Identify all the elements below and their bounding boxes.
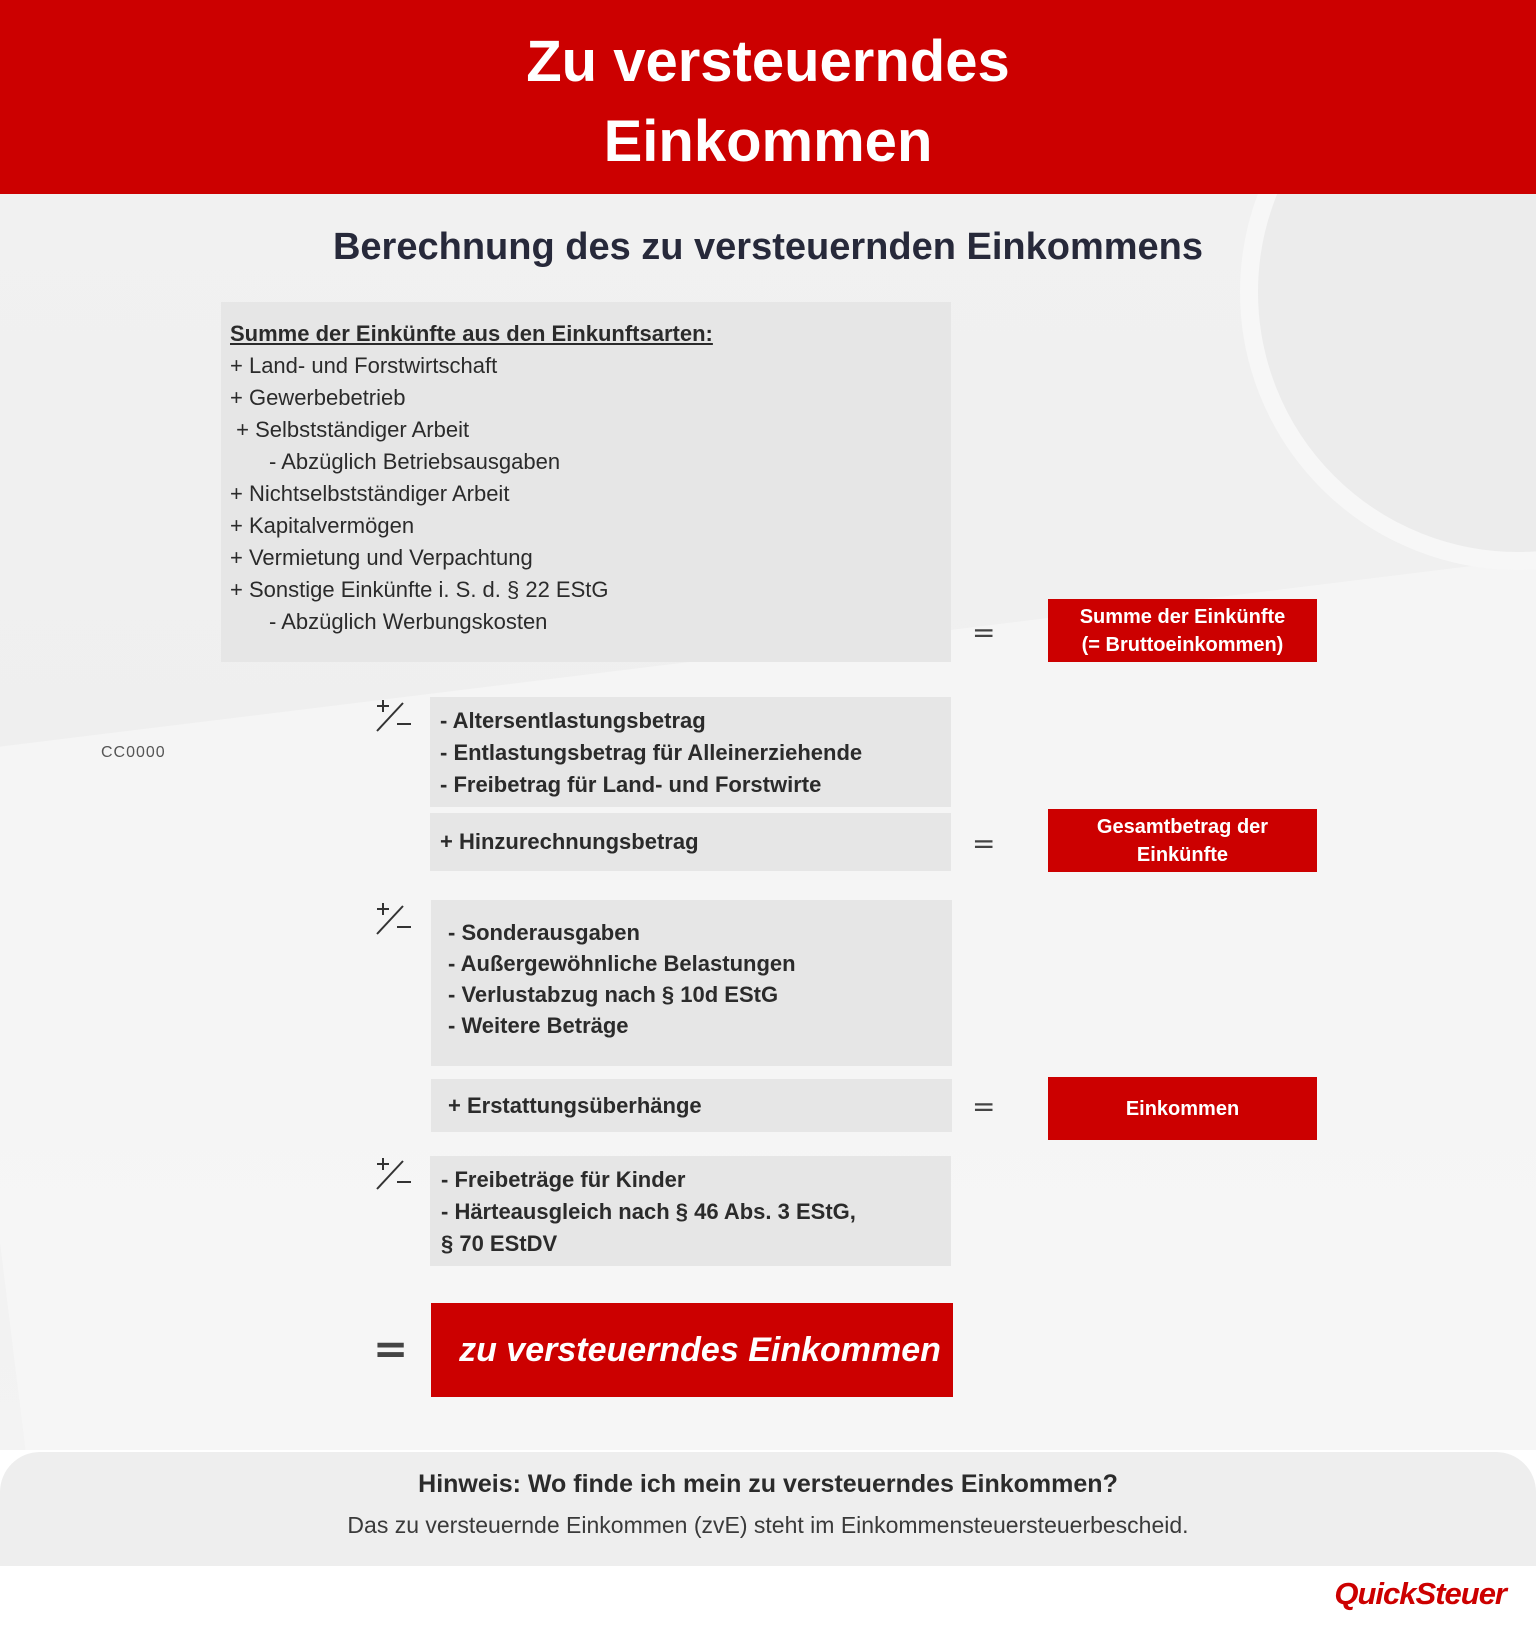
hint-text: Das zu versteuernde Einkommen (zvE) steht im Einkommensteuersteuerbescheid. [347,1512,1189,1538]
equals-sign: = [972,616,996,649]
deduction-item: - Sonderausgaben [448,920,640,945]
page-title-line2: Einkommen [603,109,933,174]
page-title [0,22,1536,182]
hint-panel [0,1452,1536,1566]
income-item: - Abzüglich Betriebsausgaben [269,449,561,474]
deduction-box-3 [430,1156,951,1266]
equals-sign-final: = [373,1324,409,1373]
addition-box-2: + Erstattungsüberhänge [431,1079,952,1132]
income-sources-box [221,302,951,662]
footer [0,1566,1536,1626]
income-heading: Summe der Einkünfte aus den Einkunftsarten: [230,321,713,346]
page-title-line1: Zu versteuerndes [526,29,1010,94]
equals-sign: = [972,827,996,860]
income-item: + Nichtselbstständiger Arbeit [230,481,510,506]
result-line: (= Bruttoeinkommen) [1081,633,1284,656]
result-einkommen: Einkommen [1048,1077,1317,1140]
header-banner [0,0,1536,194]
brand-logo: QuickSteuer [1334,1576,1506,1611]
result-zu-versteuerndes-einkommen: zu versteuerndes Einkommen [431,1303,953,1397]
result-gesamtbetrag [1048,809,1317,872]
plus-minus-icon [373,1155,413,1195]
income-item: - Abzüglich Werbungskosten [269,609,548,634]
deduction-item: - Außergewöhnliche Belastungen [448,951,796,976]
diagram-subtitle: Berechnung des zu versteuernden Einkommens [332,226,1203,268]
result-summe-der-einkuenfte [1048,599,1317,662]
result-line: Summe der Einkünfte [1079,605,1286,628]
deduction-item: - Entlastungsbetrag für Alleinerziehende [440,740,863,765]
income-item: + Selbstständiger Arbeit [230,417,470,442]
code-label: CC0000 [101,744,166,761]
deduction-item: - Verlustabzug nach § 10d EStG [448,982,779,1007]
equals-sign: = [972,1090,996,1123]
income-item: + Gewerbebetrieb [230,385,406,410]
income-item: + Vermietung und Verpachtung [230,545,533,570]
result-line: Einkünfte [1136,843,1229,866]
deduction-item: - Weitere Beträge [448,1013,629,1038]
plus-minus-icon [373,697,413,737]
deduction-box-2 [431,900,952,1066]
hint-title: Hinweis: Wo finde ich mein zu versteuerndes Einkommen? [418,1470,1118,1498]
deduction-item: - Härteausgleich nach § 46 Abs. 3 EStG, [441,1199,856,1224]
income-item: + Land- und Forstwirtschaft [230,353,498,378]
plus-minus-icon [373,900,413,940]
deduction-item: - Freibeträge für Kinder [441,1167,686,1192]
income-item: + Sonstige Einkünfte i. S. d. § 22 EStG [230,577,609,602]
deduction-box-1 [430,697,951,807]
result-line: Gesamtbetrag der [1096,815,1269,838]
deduction-item: - Freibetrag für Land- und Forstwirte [440,772,822,797]
income-item: + Kapitalvermögen [230,513,415,538]
deduction-item: - Altersentlastungsbetrag [440,708,706,733]
deduction-item: § 70 EStDV [441,1231,558,1256]
addition-box-1: + Hinzurechnungsbetrag [430,813,951,871]
